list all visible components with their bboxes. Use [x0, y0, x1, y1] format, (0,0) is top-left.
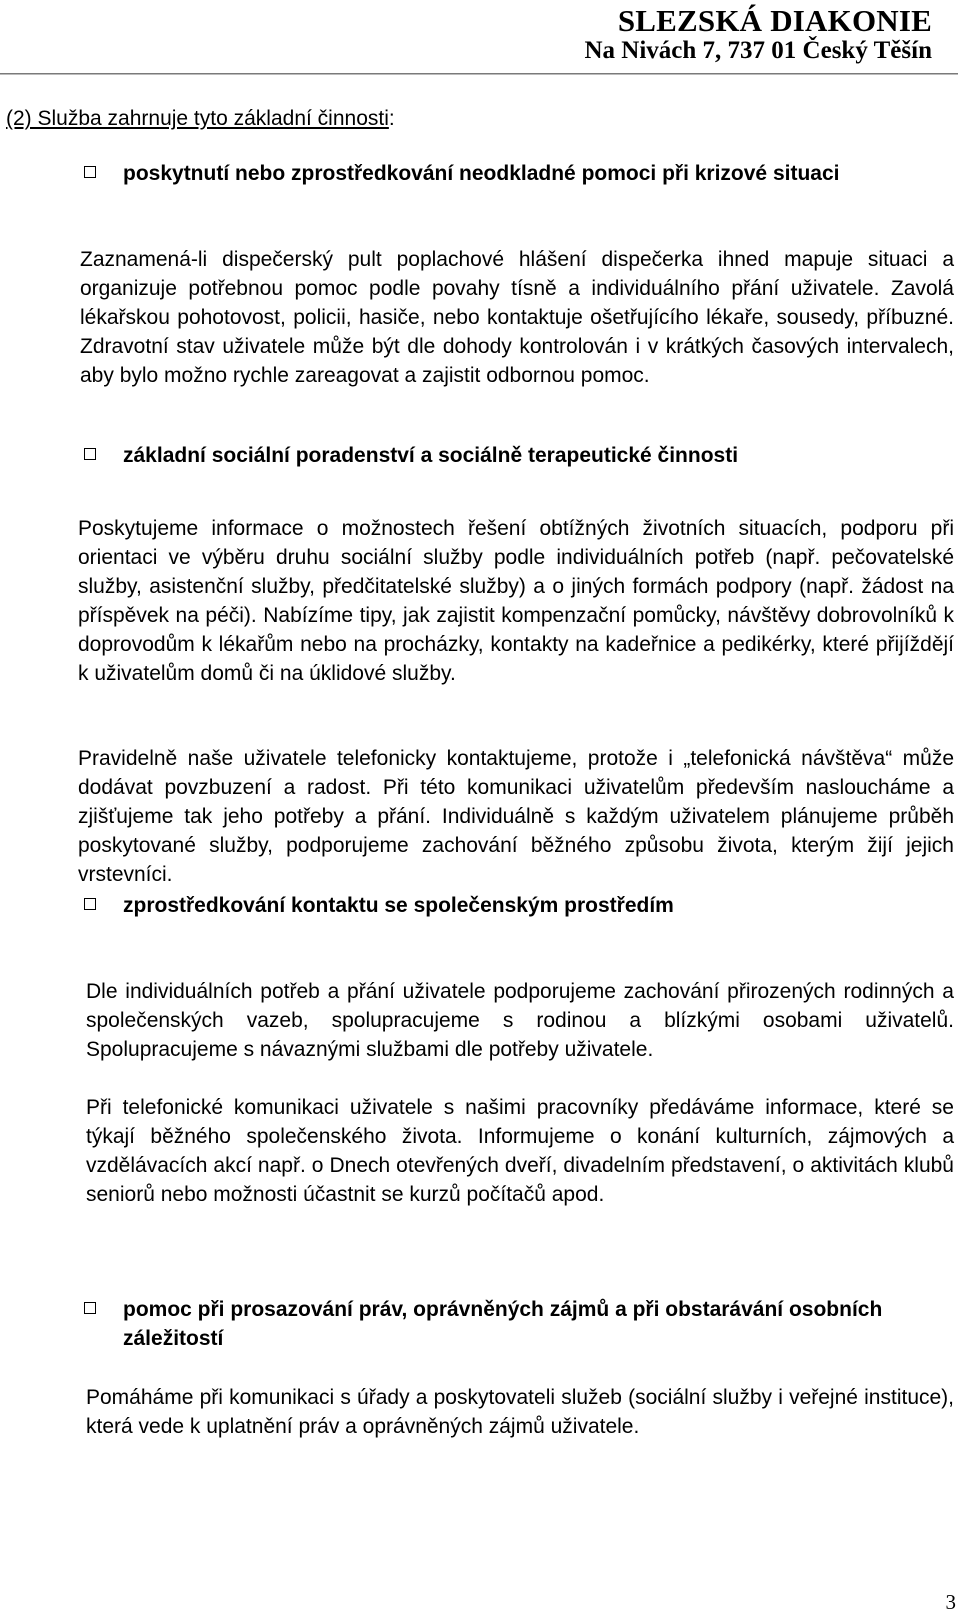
intro-suffix: : [388, 107, 395, 130]
bullet-heading-text: poskytnutí nebo zprostředkování neodkladné pomoci při krizové situaci [123, 162, 840, 185]
paragraph-counseling: Poskytujeme informace o možnostech řešení obtížných životních situacích, podporu při orientaci ve výběru druhu sociální služby podle individuálních potřeb (např. pečovatelské služby, asistenční služby, předčitatelské služby) a o jiných formách podpory (např. žádost na příspěvek na péči). Nabízíme tipy, jak zajistit kompenzační pomůcky, návštěvy dobrovolníků k doprovodům k lékařům nebo na procházky, kontakty na kadeřnice a pedikérky, které přijíždějí k uživatelům domů či na úklidové služby. [78, 517, 954, 685]
checkbox-bullet-icon [84, 166, 96, 178]
bullet-heading-text: zprostředkování kontaktu se společenským prostředím [123, 894, 674, 917]
intro-text: Služba zahrnuje tyto základní činnosti [37, 107, 389, 130]
section-intro [6, 105, 395, 133]
paragraph-phone-visits: Pravidelně naše uživatele telefonicky kontaktujeme, protože i „telefonická návštěva“ může dodávat povzbuzení a radost. Při této komunikaci uživatelům především nasloucháme a zjišťujeme tak jeho potřeby a přání. Individuálně s každým uživatelem plánujeme průběh poskytované služby, podporujeme zachování běžného způsobu života, kterým žijí jejich vrstevníci. [78, 747, 954, 886]
intro-number: (2) [6, 107, 38, 130]
bullet-heading-crisis [84, 159, 904, 188]
page-number: 3 [945, 1590, 956, 1614]
bullet-heading-text: pomoc při prosazování práv, oprávněných zájmů a při obstarávání osobních záležitostí [123, 1298, 883, 1350]
checkbox-bullet-icon [84, 898, 96, 910]
organization-address: Na Nivách 7, 737 01 Český Těšín [584, 37, 932, 64]
document-header [372, 4, 932, 64]
checkbox-bullet-icon [84, 1302, 96, 1314]
checkbox-bullet-icon [84, 448, 96, 460]
organization-name: SLEZSKÁ DIAKONIE [617, 3, 932, 38]
paragraph-rights: Pomáháme při komunikaci s úřady a poskytovateli služeb (sociální služby i veřejné instituce), která vede k uplatnění práv a oprávněných zájmů uživatele. [86, 1386, 954, 1438]
bullet-heading-rights [84, 1295, 904, 1353]
paragraph-family-ties: Dle individuálních potřeb a přání uživatele podporujeme zachování přirozených rodinných a společenských vazeb, spolupracujeme s rodinou a blízkými osobami uživatelů. Spolupracujeme s návaznými službami dle potřeby uživatele. [86, 980, 954, 1061]
bullet-heading-counseling [84, 441, 904, 470]
paragraph-crisis: Zaznamená-li dispečerský pult poplachové hlášení dispečerka ihned mapuje situaci a organizuje potřebnou pomoc podle povahy tísně a individuálního přání uživatele. Zavolá lékařskou pohotovost, policii, hasiče, nebo kontaktuje ošetřujícího lékaře, sousedy, příbuzné. Zdravotní stav uživatele může být dle dohody kontrolován i v krátkých časových intervalech, aby bylo možno rychle zareagovat a zajistit odbornou pomoc. [80, 248, 954, 387]
bullet-heading-text: základní sociální poradenství a sociálně terapeutické činnosti [123, 444, 739, 467]
header-divider [0, 73, 958, 75]
bullet-heading-social-contact [84, 891, 904, 920]
paragraph-events-info: Při telefonické komunikaci uživatele s našimi pracovníky předáváme informace, které se týkají běžného společenského života. Informujeme o konání kulturních, zájmových a vzdělávacích akcí např. o Dnech otevřených dveří, divadelním představení, o aktivitách klubů seniorů nebo možnosti účastnit se kurzů počítačů apod. [86, 1096, 954, 1206]
